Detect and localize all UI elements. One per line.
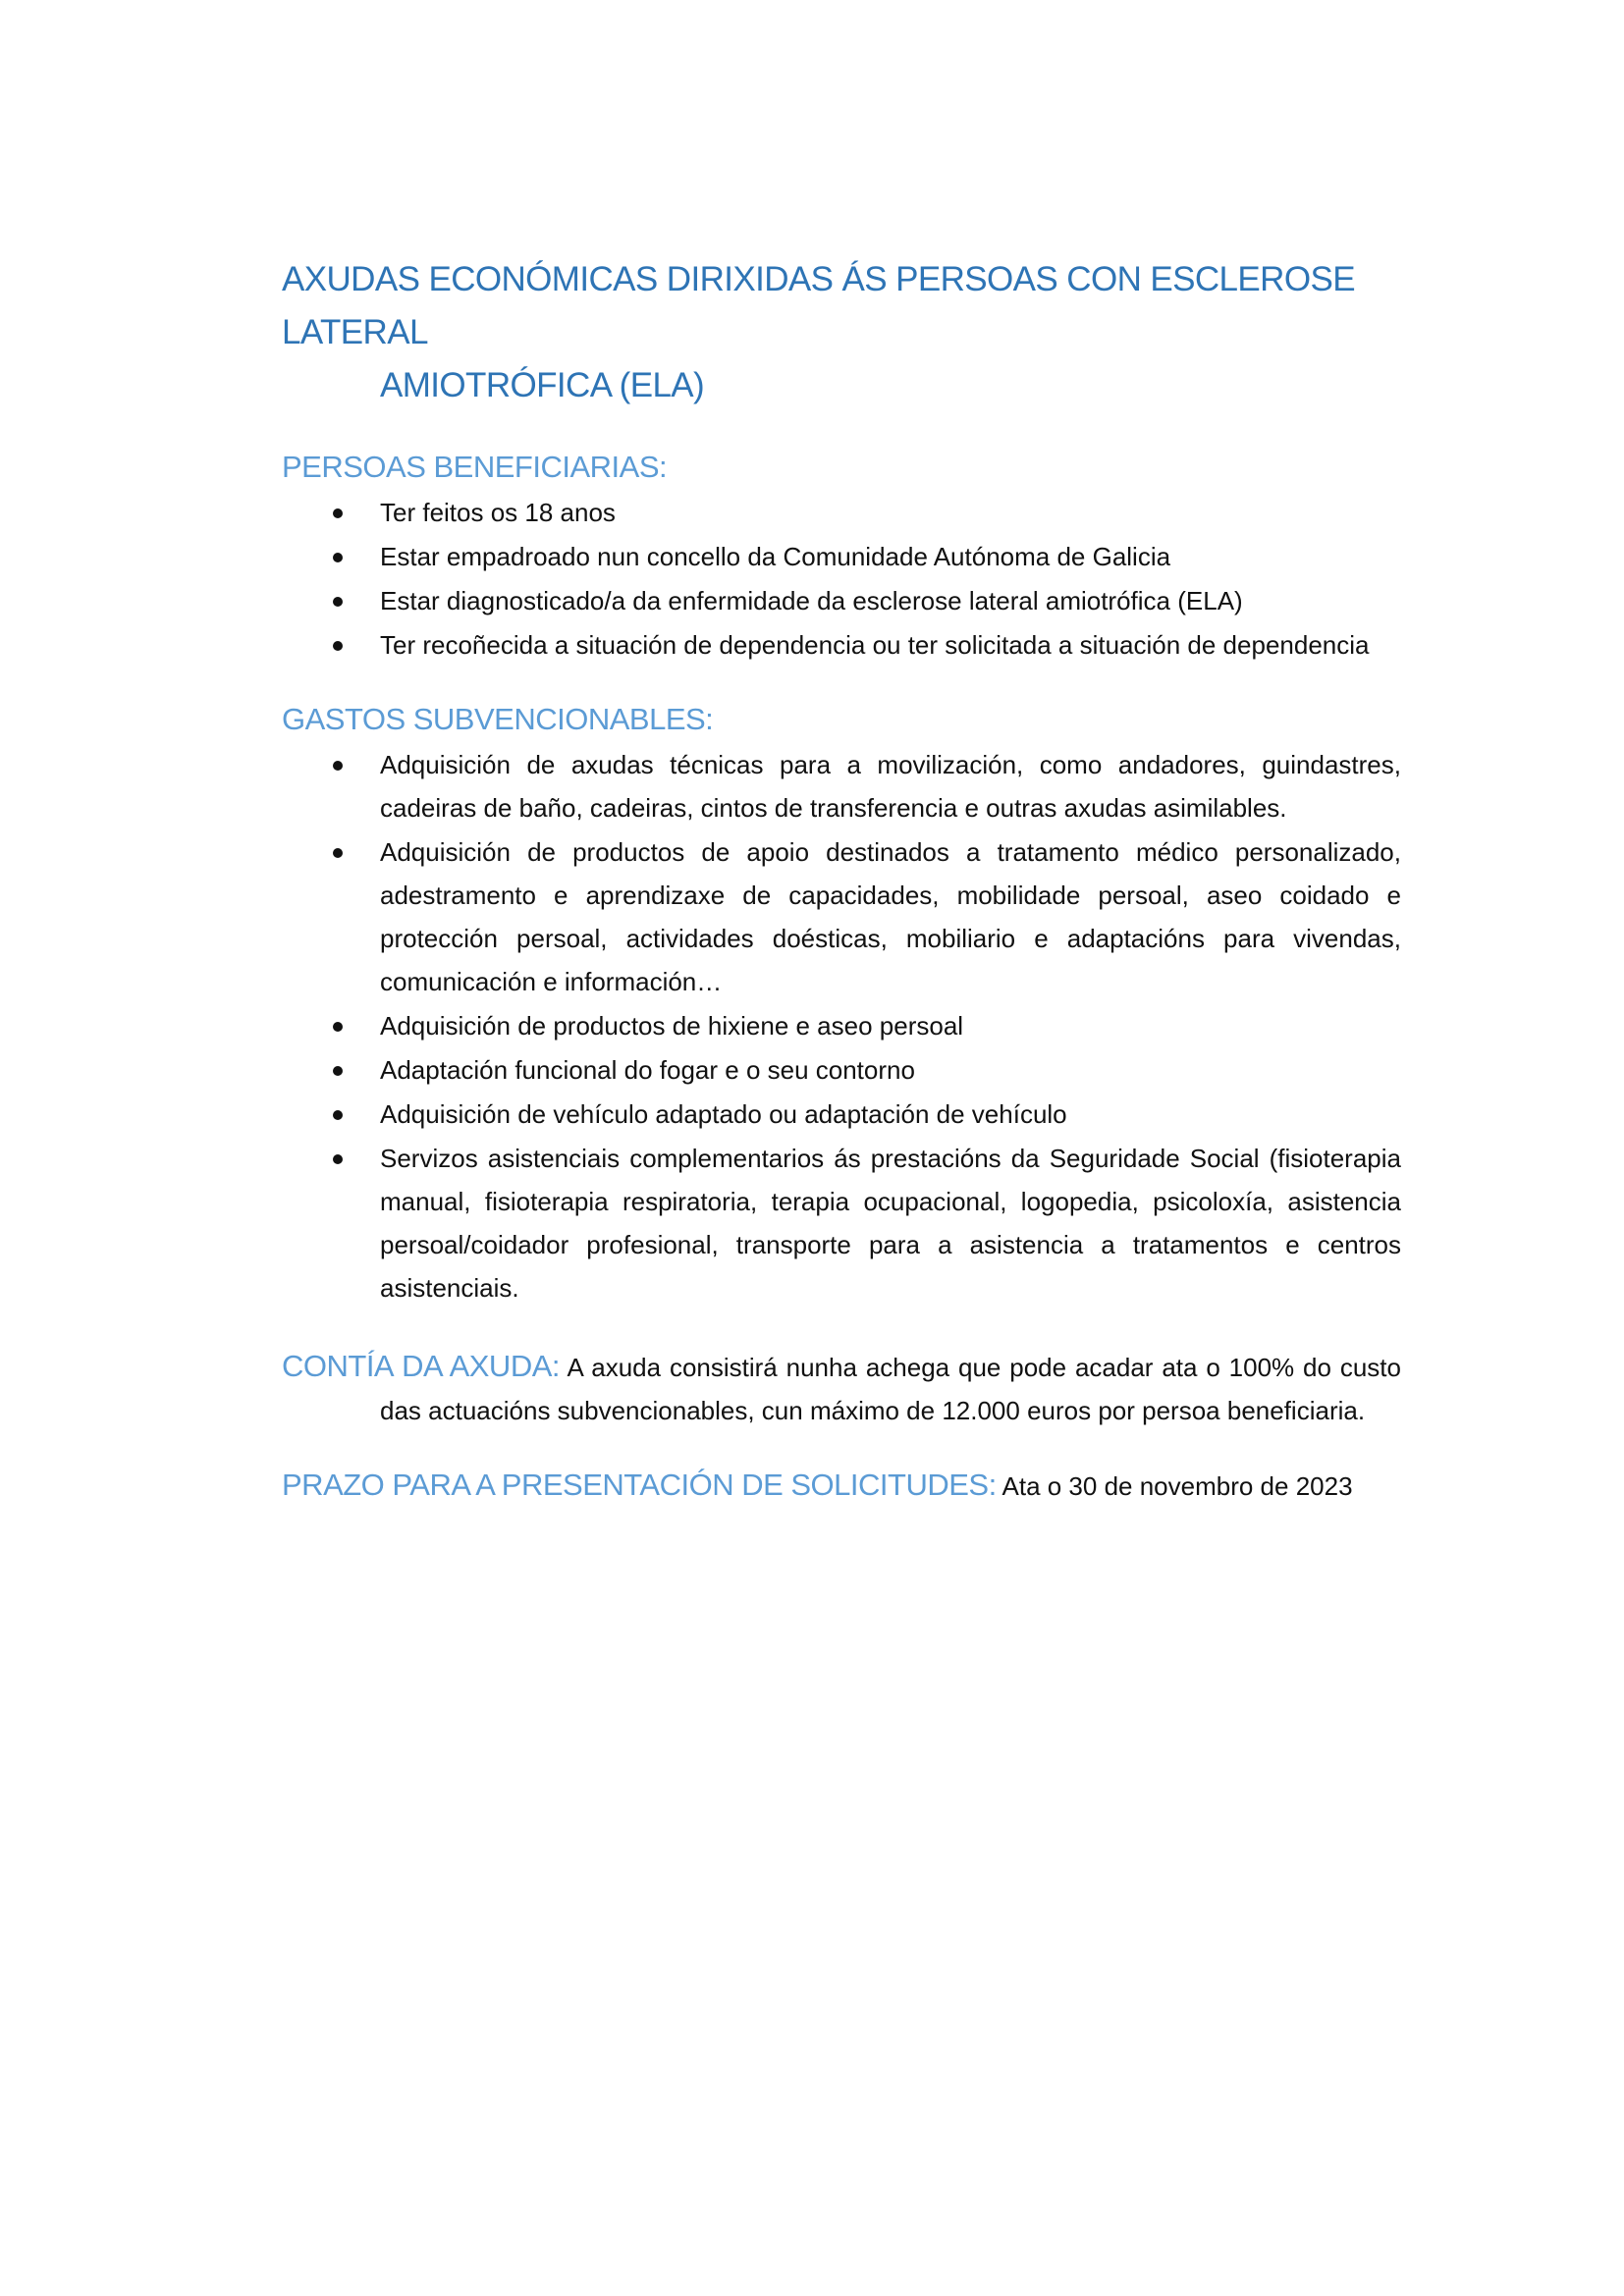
prazo-paragraph: [282, 1464, 1401, 1508]
list-item: [282, 1048, 1401, 1092]
list-item-text: Ter recoñecida a situación de dependencia ou ter solicitada a situación de dependencia: [380, 630, 1370, 660]
list-item: [282, 743, 1401, 829]
title-line-1: AXUDAS ECONÓMICAS DIRIXIDAS ÁS PERSOAS CON ESCLEROSE LATERAL: [282, 260, 1355, 351]
prazo-heading: PRAZO PARA A PRESENTACIÓN DE SOLICITUDES:: [282, 1468, 997, 1502]
list-item: [282, 830, 1401, 1003]
bullet-icon: [333, 1066, 343, 1076]
bullet-icon: [333, 508, 343, 518]
list-item-text: Ter feitos os 18 anos: [380, 498, 616, 527]
list-item-text: Estar empadroado nun concello da Comunidade Autónoma de Galicia: [380, 542, 1171, 571]
list-item-text: Adquisición de productos de hixiene e aseo persoal: [380, 1011, 964, 1041]
persoas-beneficiarias-list: [282, 491, 1401, 667]
list-item-text: Adquisición de axudas técnicas para a movilización, como andadores, guindastres, cadeiras de baño, cadeiras, cintos de transferencia e outras axudas asimilables.: [380, 750, 1401, 823]
contia-paragraph: [282, 1345, 1401, 1432]
bullet-icon: [333, 1110, 343, 1120]
list-item: [282, 1137, 1401, 1309]
contia-text: A axuda consistirá nunha achega que pode acadar ata o 100% do custo das actuacións subvencionables, cun máximo de 12.000 euros por persoa beneficiaria.: [380, 1353, 1401, 1425]
list-item-text: Servizos asistenciais complementarios ás prestacións da Seguridade Social (fisioterapia manual, fisioterapia respiratoria, terapia ocupacional, logopedia, psicoloxía, asistencia persoal/coidador profesional, transporte para a asistencia a tratamentos e centros asistenciais.: [380, 1144, 1401, 1303]
title-line-2: AMIOTRÓFICA (ELA): [380, 366, 705, 404]
gastos-subvencionables-list: [282, 743, 1401, 1309]
document-title: [282, 253, 1401, 412]
bullet-icon: [333, 597, 343, 607]
list-item: [282, 623, 1401, 667]
list-item-text: Adaptación funcional do fogar e o seu contorno: [380, 1055, 915, 1085]
bullet-icon: [333, 761, 343, 771]
list-item-text: Adquisición de productos de apoio destinados a tratamento médico personalizado, adestramento e aprendizaxe de capacidades, mobilidade persoal, aseo coidado e protección persoal, actividades doésticas, mobiliario e adaptacións para vivendas, comunicación e información…: [380, 837, 1401, 996]
prazo-text: Ata o 30 de novembro de 2023: [1001, 1471, 1353, 1501]
list-item-text: Estar diagnosticado/a da enfermidade da esclerose lateral amiotrófica (ELA): [380, 586, 1243, 615]
document-page: [282, 253, 1401, 1508]
bullet-icon: [333, 848, 343, 858]
gastos-subvencionables-heading: GASTOS SUBVENCIONABLES:: [282, 702, 714, 736]
list-item-text: Adquisición de vehículo adaptado ou adaptación de vehículo: [380, 1099, 1067, 1129]
list-item: [282, 1093, 1401, 1136]
bullet-icon: [333, 553, 343, 562]
list-item: [282, 579, 1401, 622]
list-item: [282, 1004, 1401, 1047]
list-item: [282, 491, 1401, 534]
bullet-icon: [333, 1154, 343, 1164]
persoas-beneficiarias-heading: PERSOAS BENEFICIARIAS:: [282, 450, 668, 484]
bullet-icon: [333, 641, 343, 651]
list-item: [282, 535, 1401, 578]
contia-heading: CONTÍA DA AXUDA:: [282, 1349, 560, 1383]
bullet-icon: [333, 1022, 343, 1032]
